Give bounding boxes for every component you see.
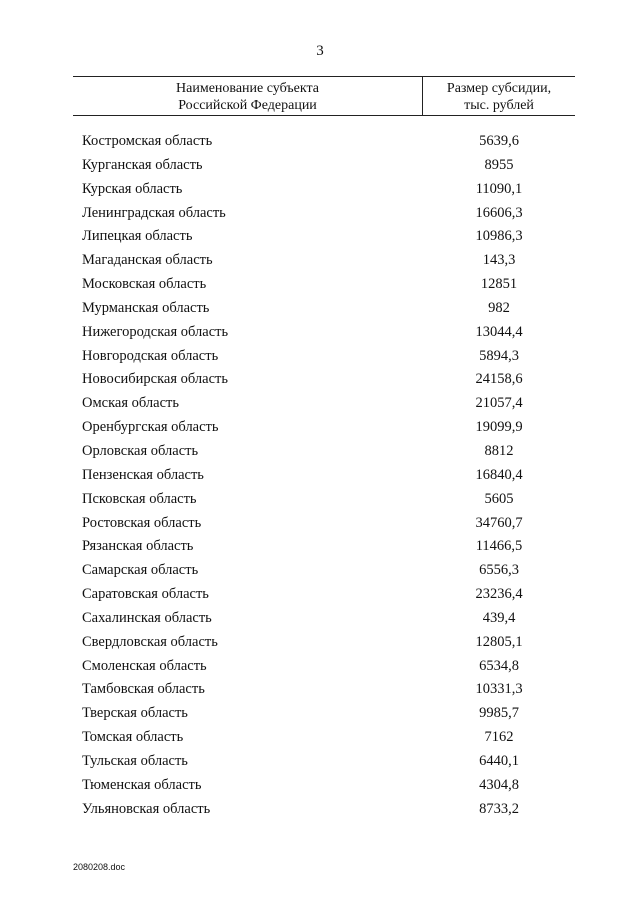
table-row	[0, 297, 640, 321]
table-row	[0, 321, 640, 345]
header-subsidy-amount	[423, 77, 575, 115]
region-name: Томская область	[82, 729, 184, 746]
footer-filename: 2080208.doc	[73, 862, 126, 872]
region-name: Тверская область	[82, 705, 188, 722]
subsidy-value: 21057,4	[475, 395, 523, 412]
subsidy-value: 143,3	[482, 252, 516, 269]
subsidy-value: 12805,1	[475, 633, 523, 650]
header-subsidy-amount-line2: тыс. рублей	[464, 98, 534, 113]
table-row	[0, 464, 640, 488]
region-name: Мурманская область	[82, 299, 210, 316]
subsidy-value: 8955	[484, 156, 514, 173]
region-name: Самарская область	[82, 562, 199, 579]
region-name: Пензенская область	[82, 466, 204, 483]
region-name: Саратовская область	[82, 586, 209, 603]
subsidy-value: 982	[488, 299, 510, 316]
table-row	[0, 631, 640, 655]
subsidy-value: 10986,3	[475, 228, 523, 245]
region-name: Тамбовская область	[82, 681, 205, 698]
region-name: Новосибирская область	[82, 371, 228, 388]
subsidy-value: 4304,8	[479, 776, 519, 793]
table-row	[0, 726, 640, 750]
header-subject-name-line2: Российской Федерации	[178, 98, 317, 113]
table-row	[0, 607, 640, 631]
table-row	[0, 535, 640, 559]
region-name: Липецкая область	[82, 228, 193, 245]
region-name: Магаданская область	[82, 252, 213, 269]
region-name: Нижегородская область	[82, 323, 229, 340]
subsidy-value: 16606,3	[475, 204, 523, 221]
subsidy-value: 13044,4	[475, 323, 523, 340]
header-subsidy-amount-line1: Размер субсидии,	[446, 81, 552, 96]
region-name: Ростовская область	[82, 514, 202, 531]
table-row	[0, 583, 640, 607]
table-row	[0, 678, 640, 702]
region-name: Свердловская область	[82, 633, 218, 650]
region-name: Рязанская область	[82, 538, 194, 555]
subsidy-value: 439,4	[482, 609, 516, 626]
region-name: Орловская область	[82, 442, 199, 459]
table-row	[0, 655, 640, 679]
subsidy-value: 7162	[484, 729, 514, 746]
table-row	[0, 130, 640, 154]
region-name: Курганская область	[82, 156, 203, 173]
region-name: Псковская область	[82, 490, 197, 507]
subsidy-value: 5639,6	[479, 133, 519, 149]
subsidy-value: 11466,5	[475, 538, 523, 555]
subsidy-value: 10331,3	[475, 681, 523, 698]
table-row	[0, 416, 640, 440]
table-row	[0, 750, 640, 774]
subsidy-value: 24158,6	[475, 371, 523, 388]
subsidy-value: 5605	[484, 490, 514, 507]
table-row	[0, 702, 640, 726]
table-row	[0, 488, 640, 512]
table-header	[73, 76, 575, 116]
region-name: Костромская область	[82, 133, 213, 149]
region-name: Омская область	[82, 395, 179, 412]
table-row	[0, 368, 640, 392]
region-name: Ленинградская область	[82, 204, 226, 221]
table-body	[0, 130, 640, 821]
table-row	[0, 202, 640, 226]
table-row	[0, 225, 640, 249]
table-row	[0, 798, 640, 822]
subsidy-value: 12851	[480, 276, 518, 293]
region-name: Тюменская область	[82, 776, 202, 793]
table-row	[0, 512, 640, 536]
region-name: Сахалинская область	[82, 609, 212, 626]
region-name: Тульская область	[82, 752, 188, 769]
region-name: Курская область	[82, 180, 183, 197]
subsidy-value: 6556,3	[479, 562, 519, 579]
region-name: Смоленская область	[82, 657, 207, 674]
table-row	[0, 774, 640, 798]
table-row	[0, 559, 640, 583]
table-row	[0, 249, 640, 273]
region-name: Оренбургская область	[82, 419, 219, 436]
table-row	[0, 440, 640, 464]
header-subject-name-line1: Наименование субъекта	[176, 81, 319, 96]
table-row	[0, 345, 640, 369]
table-row	[0, 178, 640, 202]
table-row	[0, 392, 640, 416]
subsidy-value: 6440,1	[479, 752, 519, 769]
subsidy-value: 6534,8	[479, 657, 519, 674]
region-name: Ульяновская область	[82, 800, 211, 817]
subsidy-value: 8812	[484, 442, 514, 459]
region-name: Московская область	[82, 276, 207, 293]
subsidy-value: 16840,4	[475, 466, 523, 483]
table-row	[0, 154, 640, 178]
subsidy-value: 11090,1	[475, 180, 523, 197]
subsidy-value: 19099,9	[475, 419, 523, 436]
subsidy-value: 34760,7	[475, 514, 523, 531]
subsidy-value: 23236,4	[475, 586, 523, 603]
page-number: 3	[316, 43, 324, 59]
subsidy-value: 5894,3	[479, 347, 519, 364]
subsidy-value: 9985,7	[479, 705, 519, 722]
region-name: Новгородская область	[82, 347, 219, 364]
header-subject-name	[73, 77, 422, 115]
table-row	[0, 273, 640, 297]
subsidy-value: 8733,2	[479, 800, 519, 817]
